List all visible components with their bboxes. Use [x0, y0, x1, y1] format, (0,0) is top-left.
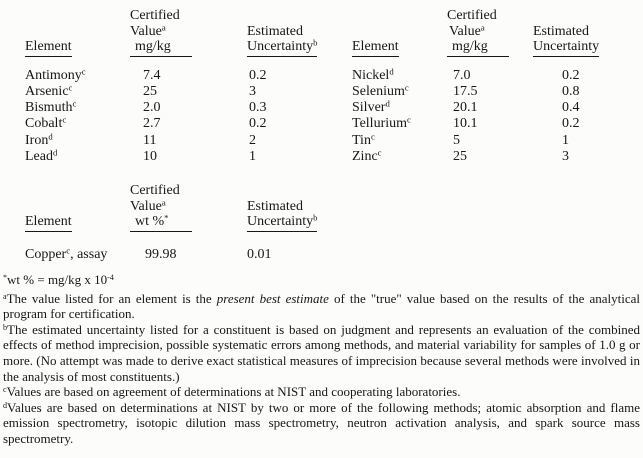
uncertainty-cell: 0.3 — [249, 100, 267, 116]
header-element: Element — [25, 214, 130, 230]
footnote-marker: * — [3, 272, 8, 282]
uncertainty-cell: 2 — [249, 132, 256, 148]
value-cell: 17.5 — [453, 83, 478, 99]
uncertainty-cell: 0.2 — [562, 67, 580, 83]
header-value: Value$^a$ — [130, 22, 166, 39]
table-row — [352, 100, 633, 116]
header-estimated: Estimated — [533, 23, 589, 39]
element-cell: Cobalt$^c$ — [25, 115, 67, 132]
header-value: Value$^a$ — [449, 22, 485, 39]
footnote-marker-b: b — [313, 212, 318, 223]
element-cell: Tin$^c$ — [352, 131, 375, 148]
table-header — [25, 8, 357, 55]
value-cell: 10 — [143, 148, 157, 164]
footnote-a: $^a$The value listed for an element is the present best estimate of the "true" value based on the results of the analytical program for certification. — [3, 290, 640, 322]
header-unit-mgkg: mg/kg — [447, 39, 533, 55]
table-header — [25, 183, 357, 230]
table-row — [352, 133, 633, 149]
element-cell: Iron$^d$ — [25, 131, 53, 148]
table-body — [25, 247, 357, 263]
table-row — [25, 116, 357, 132]
footnote-wt-percent: *wt % = mg/kg x $10^{-4}$ — [3, 272, 114, 287]
uncertainty-cell: 0.2 — [249, 67, 267, 83]
table-row — [25, 133, 357, 149]
header-estimated: Estimated — [247, 198, 303, 214]
uncertainty-cell: 0.2 — [249, 116, 267, 132]
table-body — [25, 68, 357, 166]
certified-values-table-right — [352, 8, 633, 165]
footnote-marker-a: a — [161, 197, 166, 208]
footnote-d: $^d$Values are based on determinations at NIST by two or more of the following methods; atomic absorption and flame emission spectrometry, isotopic dilution mass spectrometry, neutron activation analysis, and spark source mass spectrometry. — [3, 399, 640, 446]
element-cell: Silver$^d$ — [352, 98, 390, 116]
header-unit-wt-percent: wt %* — [130, 214, 247, 230]
table-row — [352, 84, 633, 100]
header-element: Element — [352, 39, 447, 55]
uncertainty-cell: 1 — [562, 132, 569, 148]
element-cell: Selenium$^c$ — [352, 82, 409, 99]
value-cell: 11 — [143, 132, 157, 148]
uncertainty-cell: 0.8 — [562, 83, 580, 99]
uncertainty-cell: 1 — [249, 148, 256, 164]
footnote-b: $^b$The estimated uncertainty listed for a constituent is based on judgment and represents an evaluation of the combined effects of method imprecision, possible systematic errors among methods, and material variability for samples of 1.0 g or more. (No attempt was made to derive exact statistical measures of imprecision because several methods were involved in the analysis of most constituents.) — [3, 321, 640, 384]
value-cell: 99.98 — [145, 246, 177, 262]
exponent: -4 — [107, 272, 114, 282]
footnote-marker: a — [3, 291, 7, 301]
uncertainty-cell: 0.01 — [247, 246, 272, 262]
table-row — [25, 149, 357, 165]
element-cell: Bismuth$^c$ — [25, 98, 77, 116]
value-cell: 25 — [143, 83, 157, 99]
value-cell: 2.0 — [143, 100, 161, 116]
table-row — [25, 100, 357, 116]
table-row — [352, 149, 633, 165]
header-unit-mgkg: mg/kg — [130, 39, 247, 55]
element-cell: Lead$^d$ — [25, 147, 58, 164]
element-cell: Copper$^c$, assay — [25, 245, 108, 262]
uncertainty-cell: 0.4 — [562, 100, 580, 116]
footnote-c: $^c$Values are based on agreement of determinations at NIST and cooperating laboratories. — [3, 384, 461, 400]
header-certified: Certified — [130, 183, 180, 198]
element-cell: Nickel$^d$ — [352, 66, 394, 83]
value-cell: 20.1 — [453, 100, 478, 116]
table-row — [25, 84, 357, 100]
table-row — [25, 247, 357, 263]
header-estimated: Estimated — [247, 23, 303, 39]
table-body — [352, 68, 633, 166]
header-uncertainty: Uncertainty$^b$ — [247, 214, 357, 230]
header-value: Value$^a$ — [130, 197, 166, 214]
footnote-marker-asterisk: * — [164, 212, 169, 223]
value-cell: 5 — [453, 132, 460, 148]
header-certified: Certified — [130, 8, 180, 23]
element-cell: Arsenic$^c$ — [25, 82, 73, 99]
value-cell: 10.1 — [453, 116, 478, 132]
value-cell: 25 — [453, 148, 467, 164]
header-element: Element — [25, 39, 130, 55]
footnote-marker-a: a — [161, 22, 166, 33]
header-uncertainty: Uncertainty$^b$ — [247, 39, 357, 55]
footnote-marker: c — [3, 385, 7, 395]
footnote-marker-b: b — [313, 37, 318, 48]
certified-values-table-left — [25, 8, 357, 165]
footnote-marker: b — [3, 322, 8, 332]
header-uncertainty: Uncertainty — [533, 39, 633, 55]
footnote-marker: d — [3, 400, 8, 410]
value-cell: 7.0 — [453, 67, 471, 83]
assay-table — [25, 183, 357, 263]
value-cell: 2.7 — [143, 116, 161, 132]
footnotes-section — [3, 272, 640, 447]
uncertainty-cell: 3 — [249, 83, 256, 99]
uncertainty-cell: 3 — [562, 148, 569, 164]
value-cell: 7.4 — [143, 67, 161, 83]
element-cell: Zinc$^c$ — [352, 147, 382, 164]
table-row — [352, 68, 633, 84]
uncertainty-cell: 0.2 — [562, 116, 580, 132]
element-cell: Tellurium$^c$ — [352, 115, 411, 132]
footnote-marker-a: a — [480, 22, 485, 33]
header-certified: Certified — [447, 8, 497, 23]
table-row — [25, 68, 357, 84]
table-row — [352, 116, 633, 132]
table-header — [352, 8, 633, 55]
element-cell: Antimony$^c$ — [25, 66, 86, 83]
